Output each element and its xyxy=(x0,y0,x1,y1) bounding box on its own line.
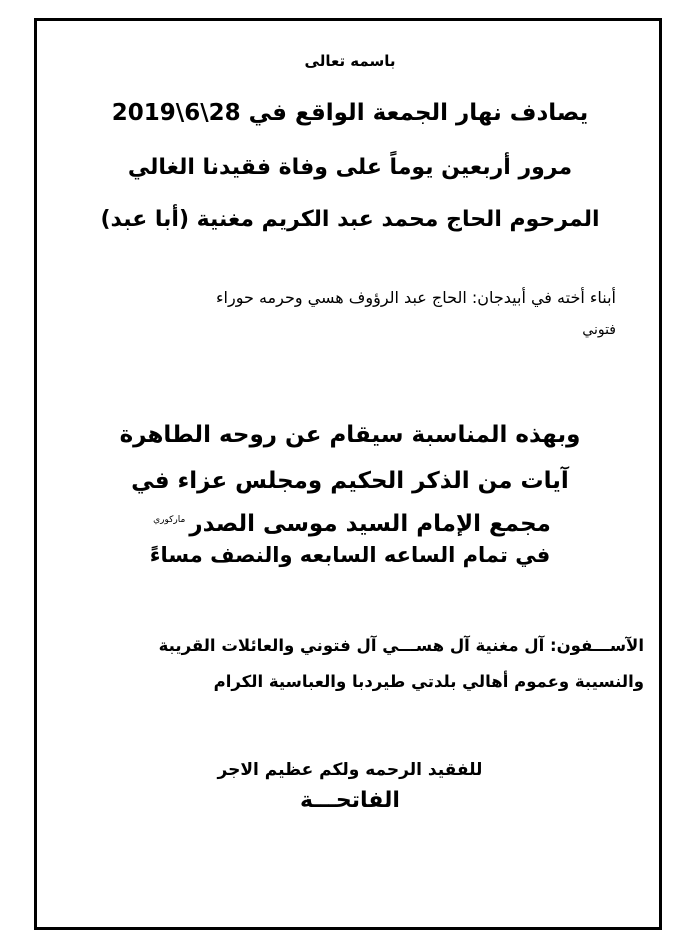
occasion-line-3 xyxy=(60,511,640,539)
relatives-line-1: أبناء أخته في أبيدجان: الحاج عبد الرؤوف هسي وحرمه حوراء xyxy=(216,288,616,307)
venue-note: ماركوري xyxy=(153,515,186,526)
date-line: يصادف نهار الجمعة الواقع في 28\6\2019 xyxy=(111,100,589,126)
occasion-line-2: آيات من الذكر الحكيم ومجلس عزاء في xyxy=(131,468,569,494)
relatives-line-2: فتوني xyxy=(582,322,616,338)
deceased-name-line: المرحوم الحاج محمد عبد الكريم مغنية (أبا عبد) xyxy=(100,207,600,232)
fortieth-day-line: مرور أربعين يوماً على وفاة فقيدنا الغالي xyxy=(127,155,573,180)
mourners-line-2: والنسيبة وعموم أهالي بلدتي طيردبا والعباسية الكرام xyxy=(213,672,644,691)
occasion-line-1: وبهذه المناسبة سيقام عن روحه الطاهرة xyxy=(119,422,581,448)
basmala-heading: باسمه تعالى xyxy=(304,52,396,70)
mourners-line-1: الآســـفون: آل مغنية آل هســـي آل فتوني والعائلات القريبة xyxy=(158,636,644,655)
closing-line: للفقيد الرحمه ولكم عظيم الاجر xyxy=(217,760,483,780)
fatiha-line: الفاتحـــة xyxy=(300,788,400,813)
venue-name: مجمع الإمام السيد موسى الصدر xyxy=(189,511,551,537)
occasion-time-line: في تمام الساعه السابعه والنصف مساءً xyxy=(149,543,551,567)
